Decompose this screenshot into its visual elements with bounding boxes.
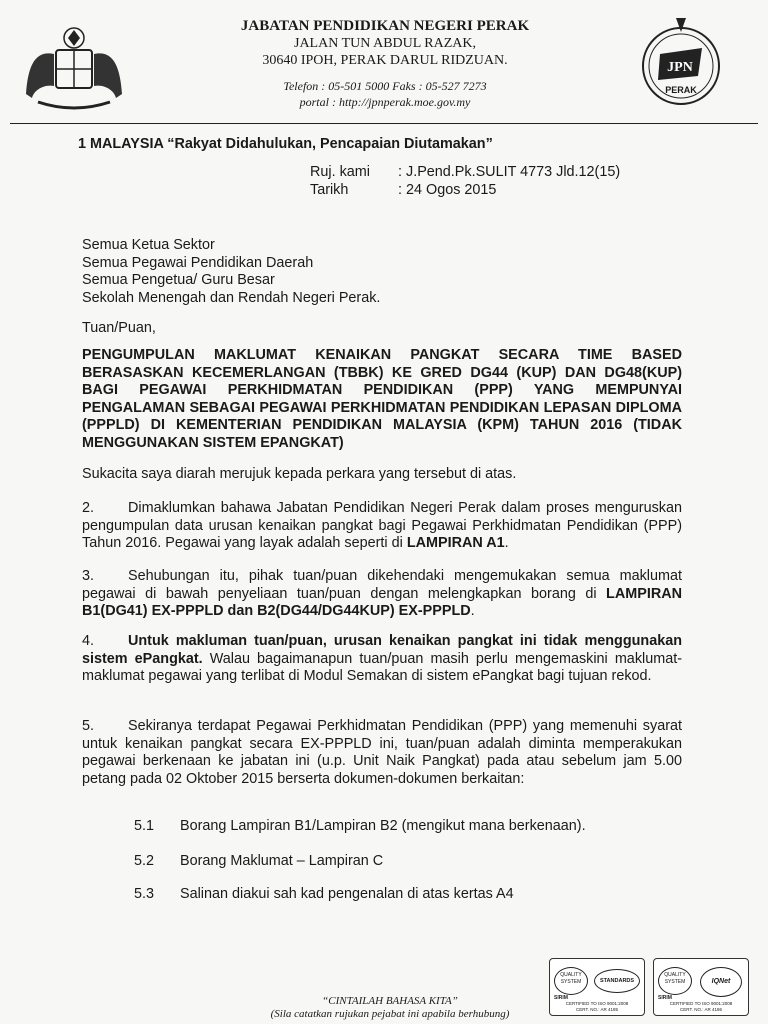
- paragraph-2: [82, 500, 682, 553]
- sirim-label: SIRIM: [554, 995, 568, 1001]
- footer-note: (Sila catatkan rujukan pejabat ini apabila berhubung): [270, 1008, 510, 1020]
- cert-number: CERT. NO.: AR 4185: [576, 1007, 618, 1012]
- attachment-reference: LAMPIRAN B1(DG41) EX-PPPLD dan B2(DG44/DG44KUP) EX-PPPLD: [82, 585, 682, 619]
- footer-motto: “CINTAILAH BAHASA KITA”: [322, 995, 458, 1007]
- cert-number: CERT. NO.: AR 4186: [680, 1007, 722, 1012]
- contact-info: Telefon : 05-501 5000 Faks : 05-527 7273: [283, 79, 487, 93]
- recipient-line: Semua Pengetua/ Guru Besar: [82, 272, 275, 288]
- salutation: Tuan/Puan,: [82, 320, 156, 336]
- paragraph-text: Sekiranya terdapat Pegawai Perkhidmatan Pendidikan (PPP) yang memenuhi syarat untuk kenaikan pangkat secara EX-PPPLD ini, tuan/puan adalah diminta memperakukan pegawai berkenaan ke jabatan ini (u.p. Unit Naik Pangkat) pada atau: [82, 718, 682, 769]
- recipient-line: Semua Pegawai Pendidikan Daerah: [82, 254, 314, 271]
- address-line-1: JALAN TUN ABDUL RAZAK,: [294, 36, 476, 51]
- sirim-label: SIRIM: [658, 995, 672, 1001]
- paragraph-emphasis: Untuk makluman tuan/puan, urusan kenaikan pangkat ini tidak menggunakan sistem ePangkat.: [82, 633, 682, 667]
- jpn-perak-logo: [636, 14, 726, 108]
- iqnet-seal: IQNet: [700, 967, 742, 997]
- iso-cert-badge-1: [549, 958, 645, 1016]
- iso-cert-badge-2: [653, 958, 749, 1016]
- header-divider: [10, 123, 758, 124]
- paragraph-text: Sehubungan itu, pihak tuan/puan dikehendaki mengemukakan semua maklumat pegawai di bawah penyeliaan tuan/puan dengan melengkapkan borang di: [82, 568, 682, 602]
- paragraph-text: Dimaklumkan bahawa Jabatan Pendidikan Negeri Perak dalam proses menguruskan pengumpulan data urusan kenaikan pangkat bagi Pegawai Perkhidmatan Pendidikan (PPP) Tahun 2016. Pegawai yang layak adalah seperti di: [82, 500, 682, 551]
- paragraph-3: [82, 568, 682, 621]
- reference-value: : J.Pend.Pk.SULIT 4773 Jld.12(15): [398, 164, 621, 180]
- recipients-block: [82, 237, 380, 307]
- list-number: 5.1: [134, 818, 155, 834]
- recipient-line: Semua Ketua Sektor: [82, 237, 215, 253]
- malaysia-coat-of-arms-logo: [18, 24, 130, 114]
- list-number: 5.3: [134, 886, 155, 902]
- slogan: 1 MALAYSIA “Rakyat Didahulukan, Pencapaian Diutamakan”: [78, 136, 493, 152]
- quality-system-seal: QUALITY SYSTEM: [554, 967, 588, 995]
- cert-label: CERTIFIED TO ISO 9001:2008: [565, 1001, 629, 1006]
- list-text: Borang Maklumat – Lampiran C: [180, 853, 384, 869]
- list-item: [134, 853, 383, 869]
- list-item: [134, 886, 514, 902]
- date-label: Tarikh: [310, 182, 349, 198]
- paragraph-5: [82, 718, 682, 788]
- portal-url: portal : http://jpnperak.moe.gov.my: [299, 95, 471, 109]
- paragraph-text: Walau bagaimanapun tuan/puan masih perlu mengemaskini maklumat-maklumat pegawai yang terlibat di Modul Semakan di sistem ePangkat bagi tujuan rekod.: [82, 650, 682, 684]
- standards-seal: STANDARDS: [594, 969, 640, 993]
- paragraph-end: .: [504, 535, 509, 551]
- letter-title: PENGUMPULAN MAKLUMAT KENAIKAN PANGKAT SECARA TIME BASED BERASASKAN KECEMERLANGAN (TBBK) KE GRED DG44 (KUP) DAN DG48(KUP) BAGI PEGAWAI PERKHIDMATAN PENDIDIKAN (PPP) YANG MEMPUNYAI PENGALAMAN SEBAGAI PEGAWAI PERKHIDMATAN PENDIDIKAN LEPASAN DIPLOMA (PPPLD) DI KEMENTERIAN PENDIDIKAN MALAYSIA (KPM) TAHUN 2016 (TIDAK MENGGUNAKAN SISTEM EPANGKAT): [82, 347, 682, 451]
- list-item: [134, 818, 586, 834]
- department-name: JABATAN PENDIDIKAN NEGERI PERAK: [240, 18, 530, 34]
- list-text: Borang Lampiran B1/Lampiran B2 (mengikut mana berkenaan).: [180, 818, 586, 834]
- list-number: 5.2: [134, 853, 155, 869]
- paragraph-number: 4.: [82, 633, 95, 649]
- intro-paragraph: Sukacita saya diarah merujuk kepada perkara yang tersebut di atas.: [82, 466, 517, 482]
- reference-label: Ruj. kami: [310, 164, 370, 180]
- attachment-reference: LAMPIRAN A1: [406, 535, 505, 551]
- recipient-line: Sekolah Menengah dan Rendah Negeri Perak.: [82, 289, 381, 306]
- address-line-2: 30640 IPOH, PERAK DARUL RIDZUAN.: [262, 53, 508, 68]
- paragraph-number: 2.: [82, 500, 95, 516]
- logo-caption: PERAK: [665, 85, 697, 95]
- list-text: Salinan diakui sah kad pengenalan di atas kertas A4: [180, 886, 514, 902]
- paragraph-end: berserta dokumen-dokumen berkaitan:: [273, 770, 525, 787]
- paragraph-number: 5.: [82, 718, 95, 734]
- paragraph-end: .: [470, 603, 475, 619]
- paragraph-number: 3.: [82, 568, 95, 584]
- svg-text:JPN: JPN: [667, 60, 693, 75]
- deadline: sebelum jam 5.00 petang pada 02 Oktober 2015: [82, 753, 682, 787]
- date-value: : 24 Ogos 2015: [398, 182, 497, 198]
- cert-label: CERTIFIED TO ISO 9001:2008: [669, 1001, 733, 1006]
- paragraph-4: [82, 633, 682, 686]
- quality-system-seal: QUALITY SYSTEM: [658, 967, 692, 995]
